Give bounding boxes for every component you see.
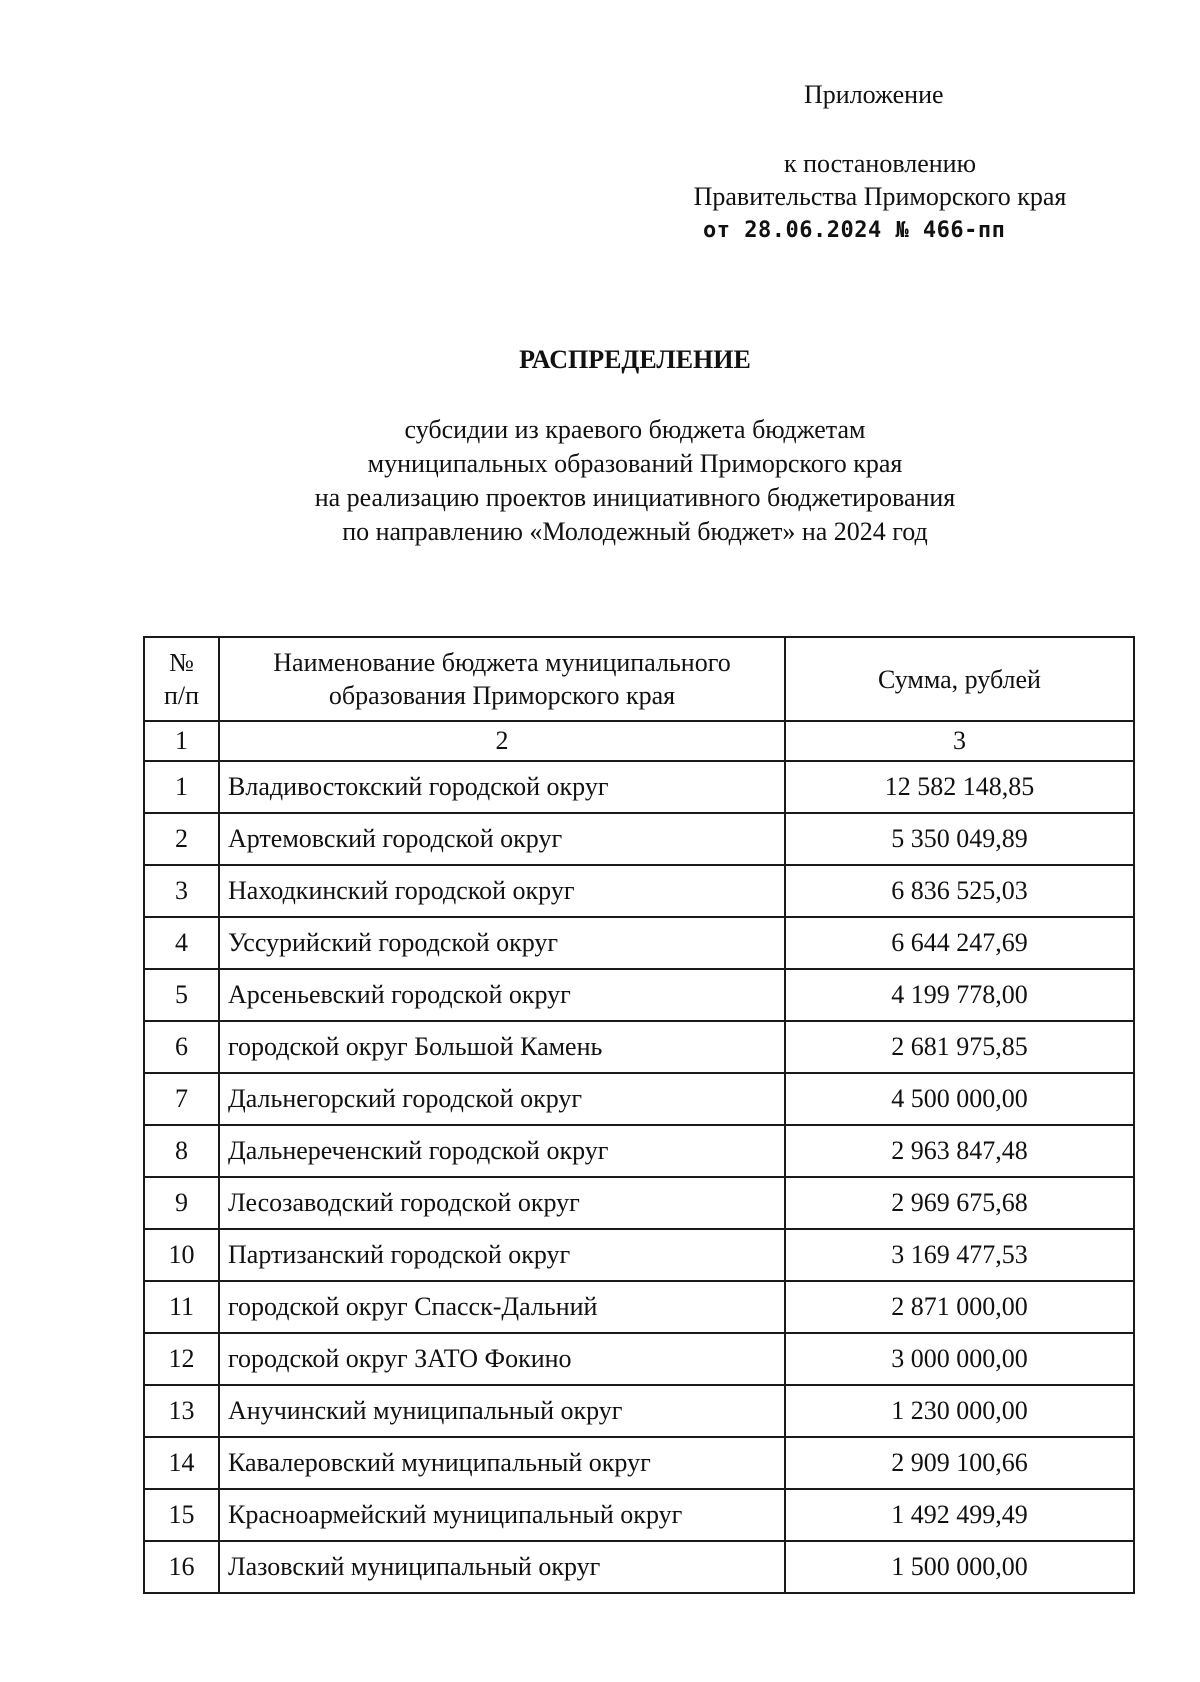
distribution-table [143, 636, 1135, 1594]
row-amount-cell: 2 909 100,66 [785, 1437, 1134, 1489]
column-index-row [144, 721, 1134, 761]
table-row [144, 969, 1134, 1021]
row-name-cell: Артемовский городской округ [219, 813, 785, 865]
document-subtitle [0, 413, 1200, 549]
table-row [144, 1437, 1134, 1489]
row-number-cell: 13 [144, 1385, 219, 1437]
table-row [144, 1073, 1134, 1125]
row-number-cell: 16 [144, 1541, 219, 1593]
row-amount-cell: 4 199 778,00 [785, 969, 1134, 1021]
row-name-cell: Арсеньевский городской округ [219, 969, 785, 1021]
document-title: РАСПРЕДЕЛЕНИЕ [519, 345, 751, 374]
column-index-cell: 1 [144, 721, 219, 761]
row-amount-cell: 1 230 000,00 [785, 1385, 1134, 1437]
row-name-cell: Дальнегорский городской округ [219, 1073, 785, 1125]
table-row [144, 1125, 1134, 1177]
table-row [144, 1281, 1134, 1333]
row-name-cell: городской округ ЗАТО Фокино [219, 1333, 785, 1385]
row-name-cell: Красноармейский муниципальный округ [219, 1489, 785, 1541]
row-name-cell: городской округ Спасск-Дальний [219, 1281, 785, 1333]
header-name [219, 637, 785, 721]
row-number-cell: 7 [144, 1073, 219, 1125]
row-amount-cell: 5 350 049,89 [785, 813, 1134, 865]
subtitle-line: муниципальных образований Приморского края [367, 449, 903, 478]
table-body [144, 637, 1134, 1593]
subtitle-line: на реализацию проектов инициативного бюджетирования [314, 483, 956, 512]
header-number-line-1: № [169, 648, 194, 677]
row-name-cell: Лазовский муниципальный округ [219, 1541, 785, 1593]
row-number-cell: 10 [144, 1229, 219, 1281]
row-name-cell: Дальнереченский городской округ [219, 1125, 785, 1177]
column-index-cell: 3 [785, 721, 1134, 761]
row-amount-cell: 6 644 247,69 [785, 917, 1134, 969]
row-number-cell: 8 [144, 1125, 219, 1177]
table-row [144, 917, 1134, 969]
row-amount-cell: 2 963 847,48 [785, 1125, 1134, 1177]
row-number-cell: 6 [144, 1021, 219, 1073]
table-header-row [144, 637, 1134, 721]
table-row [144, 1385, 1134, 1437]
row-amount-cell: 2 871 000,00 [785, 1281, 1134, 1333]
row-number-cell: 9 [144, 1177, 219, 1229]
table-row [144, 1177, 1134, 1229]
row-number-cell: 12 [144, 1333, 219, 1385]
column-index-cell: 2 [219, 721, 785, 761]
header-name-line-2: образования Приморского края [328, 681, 676, 710]
row-name-cell: Кавалеровский муниципальный округ [219, 1437, 785, 1489]
row-name-cell: Владивостокский городской округ [219, 761, 785, 813]
table-row [144, 1229, 1134, 1281]
row-amount-cell: 2 681 975,85 [785, 1021, 1134, 1073]
row-number-cell: 5 [144, 969, 219, 1021]
row-name-cell: Анучинский муниципальный округ [219, 1385, 785, 1437]
row-name-cell: Находкинский городской округ [219, 865, 785, 917]
row-name-cell: Лесозаводский городской округ [219, 1177, 785, 1229]
header-number-line-2: п/п [163, 681, 200, 710]
row-number-cell: 4 [144, 917, 219, 969]
row-amount-cell: 4 500 000,00 [785, 1073, 1134, 1125]
row-amount-cell: 2 969 675,68 [785, 1177, 1134, 1229]
row-number-cell: 3 [144, 865, 219, 917]
table-row [144, 1489, 1134, 1541]
row-name-cell: городской округ Большой Камень [219, 1021, 785, 1073]
row-amount-cell: 3 000 000,00 [785, 1333, 1134, 1385]
header-amount: Сумма, рублей [785, 637, 1134, 721]
row-amount-cell: 3 169 477,53 [785, 1229, 1134, 1281]
row-name-cell: Партизанский городской округ [219, 1229, 785, 1281]
table-row [144, 1541, 1134, 1593]
table-row [144, 1333, 1134, 1385]
row-name-cell: Уссурийский городской округ [219, 917, 785, 969]
decree-line-1: к постановлению [783, 149, 977, 178]
row-amount-cell: 1 492 499,49 [785, 1489, 1134, 1541]
row-number-cell: 1 [144, 761, 219, 813]
decree-reference [660, 147, 1100, 213]
subtitle-line: по направлению «Молодежный бюджет» на 2024 год [342, 517, 928, 546]
row-amount-cell: 6 836 525,03 [785, 865, 1134, 917]
appendix-title: Приложение [804, 80, 944, 109]
header-name-line-1: Наименование бюджета муниципального [273, 648, 731, 677]
table-row [144, 865, 1134, 917]
row-number-cell: 14 [144, 1437, 219, 1489]
row-number-cell: 11 [144, 1281, 219, 1333]
decree-date-number: от 28.06.2024 № 466-пп [703, 218, 1006, 243]
row-number-cell: 2 [144, 813, 219, 865]
row-number-cell: 15 [144, 1489, 219, 1541]
subtitle-line: субсидии из краевого бюджета бюджетам [404, 415, 866, 444]
decree-line-2: Правительства Приморского края [693, 182, 1067, 211]
table-row [144, 813, 1134, 865]
header-number [144, 637, 219, 721]
table-row [144, 761, 1134, 813]
row-amount-cell: 1 500 000,00 [785, 1541, 1134, 1593]
row-amount-cell: 12 582 148,85 [785, 761, 1134, 813]
table-row [144, 1021, 1134, 1073]
